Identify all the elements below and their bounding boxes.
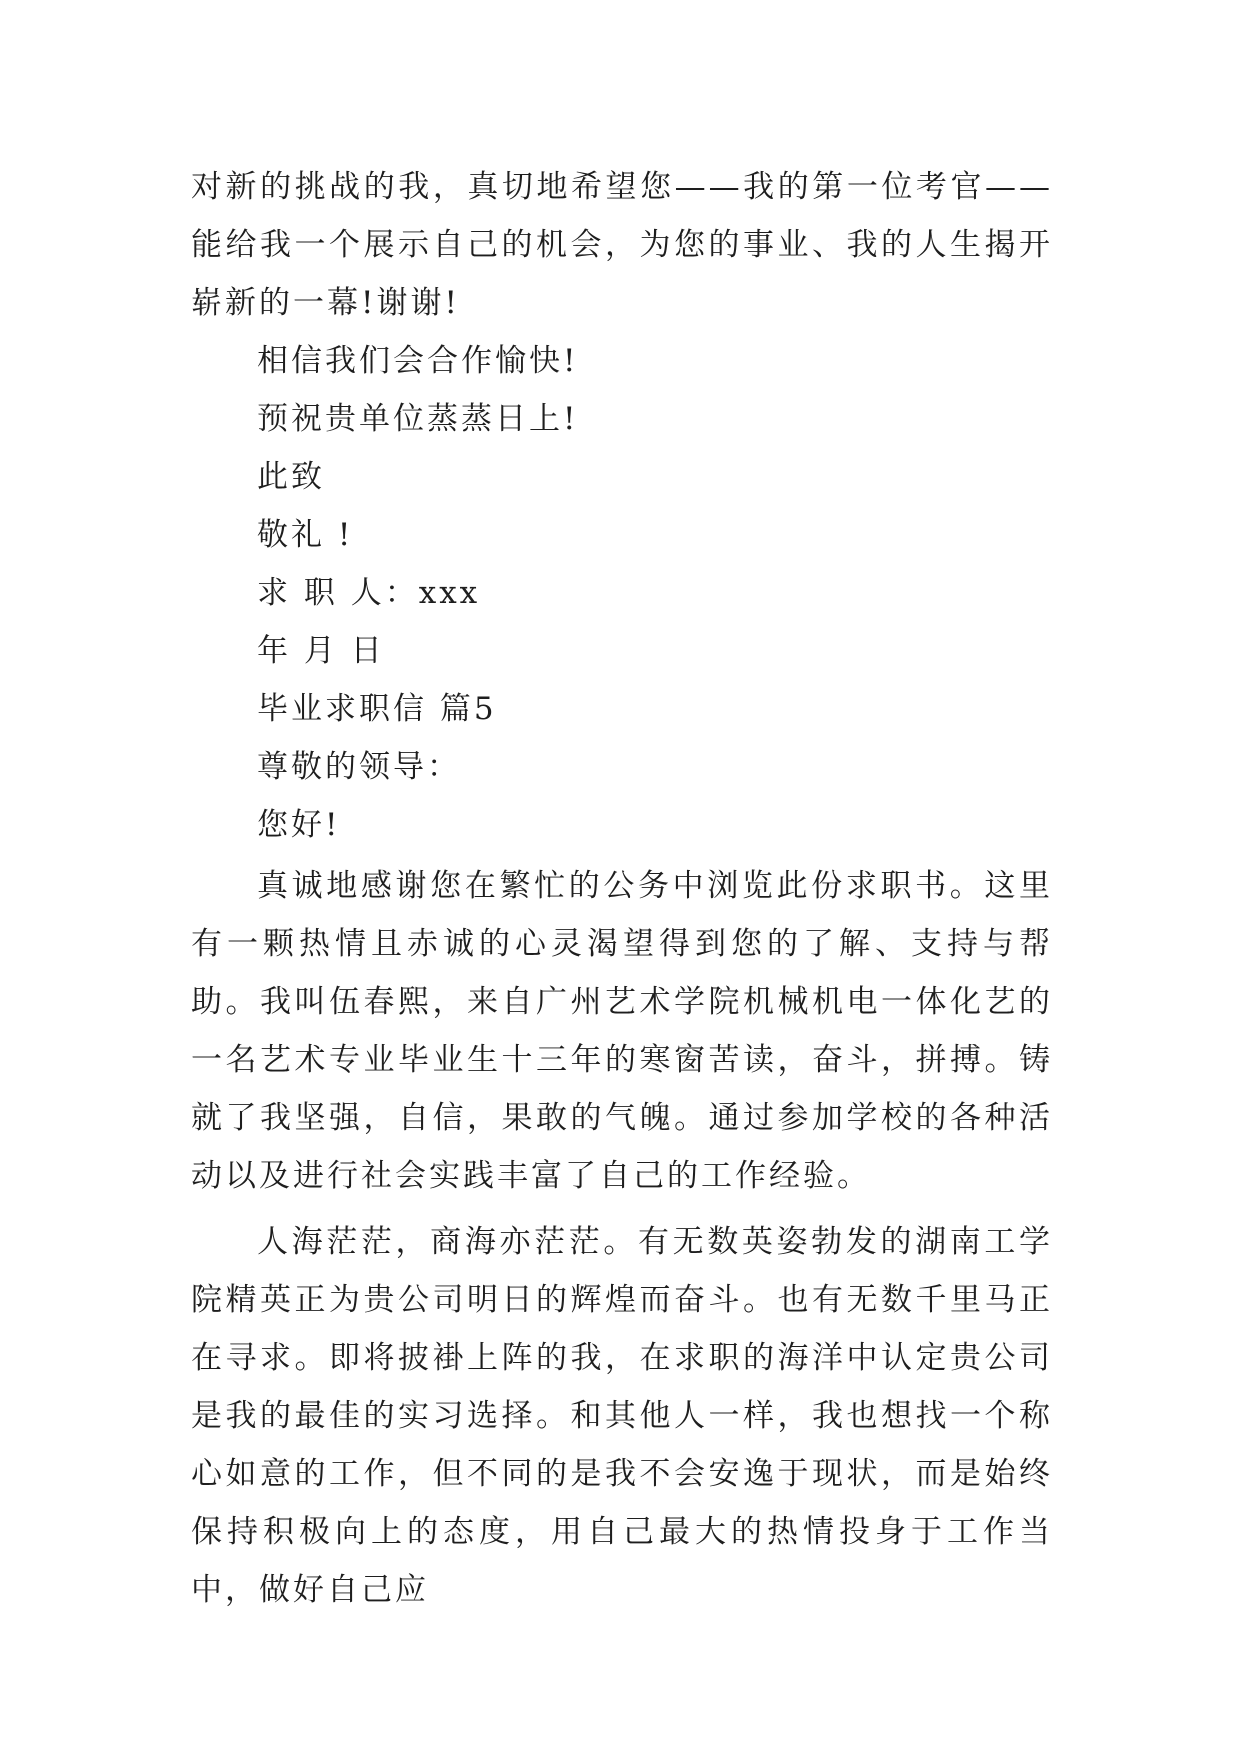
closing-cizhi: 此致 (257, 459, 325, 495)
wish-line: 预祝贵单位蒸蒸日上! (257, 401, 579, 437)
cooperation-line: 相信我们会合作愉快! (257, 343, 579, 379)
continuation-paragraph: 对新的挑战的我，真切地希望您——我的第一位考官——能给我一个展示自己的机会，为您的事业、我的人生揭开崭新的一幕!谢谢! (191, 169, 1053, 321)
letter-body (191, 158, 1053, 1619)
date-line: 年 月 日 (257, 633, 385, 669)
applicant-line: 求 职 人：xxx (257, 575, 481, 611)
body-paragraph-1: 真诚地感谢您在繁忙的公务中浏览此份求职书。这里有一颗热情且赤诚的心灵渴望得到您的了解、支持与帮助。我叫伍春熙，来自广州艺术学院机械机电一体化艺的一名艺术专业毕业生十三年的寒窗苦读，奋斗，拼搏。铸就了我坚强，自信，果敢的气魄。通过参加学校的各种活动以及进行社会实践丰富了自己的工作经验。 (191, 868, 1053, 1194)
body-paragraph-2: 人海茫茫，商海亦茫茫。有无数英姿勃发的湖南工学院精英正为贵公司明日的辉煌而奋斗。也有无数千里马正在寻求。即将披褂上阵的我，在求职的海洋中认定贵公司是我的最佳的实习选择。和其他人一样，我也想找一个称心如意的工作，但不同的是我不会安逸于现状，而是始终保持积极向上的态度，用自己最大的热情投身于工作当中，做好自己应 (191, 1224, 1053, 1608)
section-heading: 毕业求职信 篇5 (257, 691, 497, 727)
greeting-line: 您好! (257, 807, 341, 843)
salutation-line: 尊敬的领导： (257, 749, 461, 785)
closing-jingli: 敬礼 ! (257, 517, 354, 553)
